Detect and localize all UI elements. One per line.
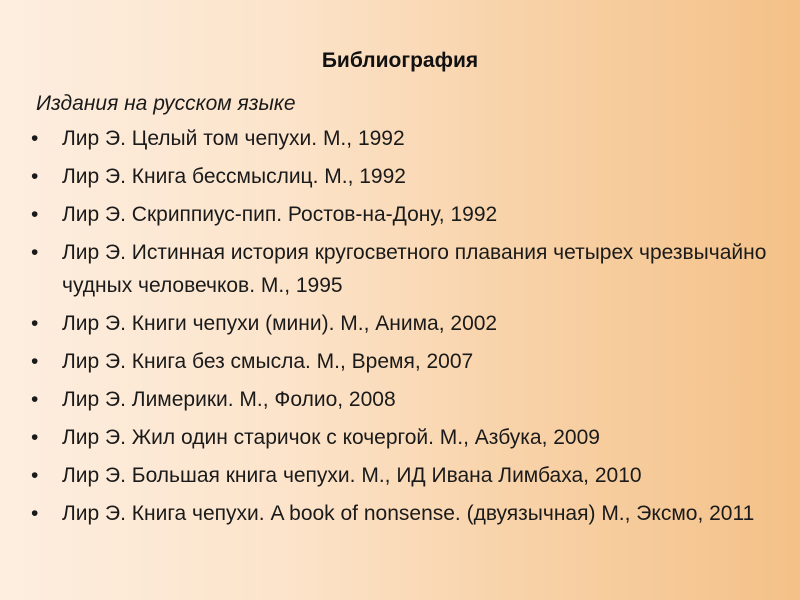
list-item-text: Лир Э. Лимерики. М., Фолио, 2008: [62, 388, 396, 411]
list-item: [30, 122, 770, 155]
list-item: [30, 345, 770, 378]
list-item-text: Лир Э. Большая книга чепухи. М., ИД Ивана Лимбаха, 2010: [62, 464, 642, 487]
list-item: [30, 459, 770, 492]
list-item: [30, 497, 770, 530]
list-item: [30, 198, 770, 231]
list-item-text: Лир Э. Истинная история кругосветного плавания четырех чрезвычайно чудных человечков. М., 1995: [62, 241, 767, 297]
bullet-icon: •: [31, 127, 39, 150]
section-subtitle: Издания на русском языке: [36, 92, 296, 115]
list-item: [30, 236, 770, 302]
list-item-text: Лир Э. Книга бессмыслиц. М., 1992: [62, 165, 406, 188]
bibliography-list: [30, 122, 770, 535]
list-item: [30, 421, 770, 454]
list-item-text: Лир Э. Жил один старичок с кочергой. М., Азбука, 2009: [62, 426, 600, 449]
bullet-icon: •: [31, 350, 39, 373]
bullet-icon: •: [31, 464, 39, 487]
bullet-icon: •: [31, 502, 39, 525]
list-item: [30, 307, 770, 340]
list-item: [30, 383, 770, 416]
bullet-icon: •: [31, 312, 39, 335]
bullet-icon: •: [31, 203, 39, 226]
bullet-icon: •: [31, 165, 39, 188]
list-item-text: Лир Э. Скриппиус-пип. Ростов-на-Дону, 1992: [62, 203, 498, 226]
list-item: [30, 160, 770, 193]
list-item-text: Лир Э. Книги чепухи (мини). М., Анима, 2002: [62, 312, 498, 335]
bullet-icon: •: [31, 241, 39, 264]
list-item-text: Лир Э. Целый том чепухи. М., 1992: [62, 127, 405, 150]
list-item-text: Лир Э. Книга без смысла. М., Время, 2007: [62, 350, 474, 373]
list-item-text: Лир Э. Книга чепухи. A book of nonsense. (двуязычная) М., Эксмо, 2011: [62, 502, 755, 525]
slide-title: Библиография: [321, 49, 479, 72]
bullet-icon: •: [31, 388, 39, 411]
bullet-icon: •: [31, 426, 39, 449]
